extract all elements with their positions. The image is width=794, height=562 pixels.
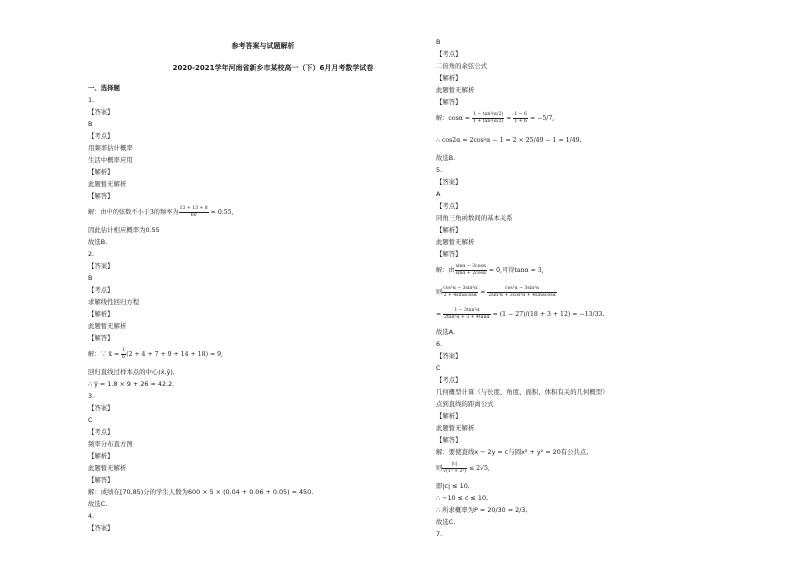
solution-q4-cos2a: ∴ cos2α = 2cos²α − 1 = 2 × 25/49 − 1 = 1/49. [436,137,582,144]
solution-q5-tan: 解：由 $\frac{\sin\alpha - 3\cos\alpha}{\sin\alpha + 2\cos\alpha}$ = 0,可得tanα = 3, [436,264,544,276]
text-line: 故选A. [436,328,456,336]
text-line: 解：要使直线x − 2y = c与圆x² + y² = 20有公共点, [436,448,589,456]
fraction: $\frac{\sin\alpha - 3\cos\alpha}{\sin\alpha + 2\cos\alpha}$ [455,264,486,276]
text-line: 即|c| ≤ 10, [436,482,470,490]
fraction: $\frac{13 + 13 + 8}{60}$ [179,206,208,218]
text-line: 二倍角的余弦公式 [436,62,488,70]
text-line: 【解析】 [436,412,462,420]
text-line: 【解答】 [436,98,462,106]
text-line: B [88,120,93,128]
left-column [88,38,428,534]
text-line: 求解线性回归方程 [88,298,140,306]
text-line: 此题暂无解析 [88,180,127,188]
text-line: 【解答】 [436,436,462,444]
text-line: 2. [88,250,95,258]
solution-q6-distance: 则 $\frac{|c|}{\text{√(1² + 2²)}}$ ≤ 2√5, [436,462,490,474]
right-column [436,36,776,540]
solution-q2-mean: 解：∵ x̄ = $\frac{1}{6}$ (2 + 4 + 7 + 9 + 14 + 18) = 9, [88,348,224,360]
text-line: 【考点】 [436,50,462,58]
text-line: 【解析】 [88,168,114,176]
text-line: 几何概型计算（与长度、角度、面积、体积有关的几何概型） [436,388,609,396]
text-line: 【考点】 [436,202,462,210]
text-line: ∴ 所求概率为P = 20/30 = 2/3, [436,506,528,514]
text-line: 【解析】 [88,310,114,318]
block-q6 [436,326,776,458]
solution-q5-expr: 则 $\frac{\text{cos²α − 3sin²α}}{2 + 4\sin\alpha\cos\alpha}$ = $\frac{\text{cos²α − 3sin²α}}{\text{2sin²α + 3cos²α + 4sinαcosα}}$ [436,286,556,298]
text-line: 此题暂无解析 [88,322,127,330]
block-q1 [88,94,428,202]
text-line: 5. [436,166,443,174]
text-line: C [436,364,441,372]
text-line: 【考点】 [88,286,114,294]
text-line: 同角三角函数间的基本关系 [436,214,513,222]
text-line: 【解答】 [436,250,462,258]
text-line: 频率分布直方图 [88,440,133,448]
text-line: 4. [88,512,95,520]
text-line: 故选B. [88,238,108,246]
block-q4 [436,36,776,108]
text-line: 【考点】 [88,132,114,140]
fraction: $\frac{1 - 6}{1 + 6}$ [514,112,528,124]
text-line: C [88,416,93,424]
text-line: 7. [436,530,443,538]
text-line: 【答案】 [88,262,114,270]
page-heading: 参考答案与试题解析 [231,42,295,50]
text-line: 1. [88,96,95,104]
exam-title: 2020-2021学年河南省新乡市某校高一（下）6月月考数学试卷 [172,64,374,72]
text-line: 【答案】 [436,178,462,186]
text-line: 故选C. [436,518,456,526]
text-line: B [436,38,441,46]
block-q6-end [436,480,776,540]
text-line: 【解答】 [88,192,114,200]
text-line: 用频率估计概率 [88,144,133,152]
fraction: $\frac{1}{6}$ [122,348,126,360]
text-line: 解：成绩在[70,85)分的学生人数为600 × 5 × (0.04 + 0.06 + 0.05) = 450. [88,488,314,496]
text-line: 此题暂无解析 [436,86,475,94]
block-q3 [88,366,428,534]
block-q2 [88,224,428,344]
block-q5 [436,152,776,260]
text-line: B [88,274,93,282]
text-line: 此题暂无解析 [436,238,475,246]
text-line: 故选B. [436,154,456,162]
text-line: ∴ −10 ≤ c ≤ 10, [436,494,489,502]
text-line: 【答案】 [436,352,462,360]
section-heading: 一、选择题 [88,84,120,92]
text-line: 回归直线过样本点的中心(x̄,ȳ), [88,368,175,376]
text-line: 3. [88,392,95,400]
text-line: 【解答】 [88,476,114,484]
text-line: 故选C. [88,500,108,508]
fraction: $\frac{\text{cos²α − 3sin²α}}{\text{2sin²α + 3cos²α + 4sinαcosα}}$ [488,286,556,298]
solution-q4-cos: 解：cosα = $\frac{\text{1 − tan²(α/2)}}{\text{1 + tan²(α/2)}}$ = $\frac{1 - 6}{1 + 6}$ = −5/7, [436,112,555,124]
text-line: 因此估计相应概率为0.55 [88,226,160,234]
text-line: 【解答】 [88,334,114,342]
fraction: $\frac{\text{1 − 3tan²α}}{\text{2tan²α + 3 + 4tanα}}$ [444,308,490,320]
text-line: 【解析】 [88,452,114,460]
text-line: 【答案】 [88,404,114,412]
text-line: 【考点】 [436,376,462,384]
text-line: 生活中概率应用 [88,156,133,164]
text-line: 【答案】 [88,108,114,116]
text-line: A [436,190,441,198]
text-line: 【答案】 [88,524,114,532]
text-line: 【解析】 [436,74,462,82]
text-line: 此题暂无解析 [436,424,475,432]
fraction: $\frac{\text{1 − tan²(α/2)}}{\text{1 + tan²(α/2)}}$ [473,112,504,124]
fraction: $\frac{|c|}{\text{√(1² + 2²)}}$ [443,462,466,474]
text-line: 点到直线的距离公式 [436,400,494,408]
text-line: 【考点】 [88,428,114,436]
solution-q1: 解：由中的弦数不小于3的频率为 $\frac{13 + 13 + 8}{60}$ = 0.55, [88,206,234,218]
fraction: $\frac{\text{cos²α − 3sin²α}}{2 + 4\sin\alpha\cos\alpha}$ [443,286,478,298]
text-line: 【解析】 [436,226,462,234]
text-line: 6. [436,340,443,348]
solution-q5-result: = $\frac{\text{1 − 3tan²α}}{\text{2tan²α + 3 + 4tanα}}$ = (1 − 27)/(18 + 3 + 12) = −13/33. [436,308,605,320]
text-line: 此题暂无解析 [88,464,127,472]
text-line: ∴ ŷ = 1.8 × 9 + 26 = 42.2. [88,380,175,388]
